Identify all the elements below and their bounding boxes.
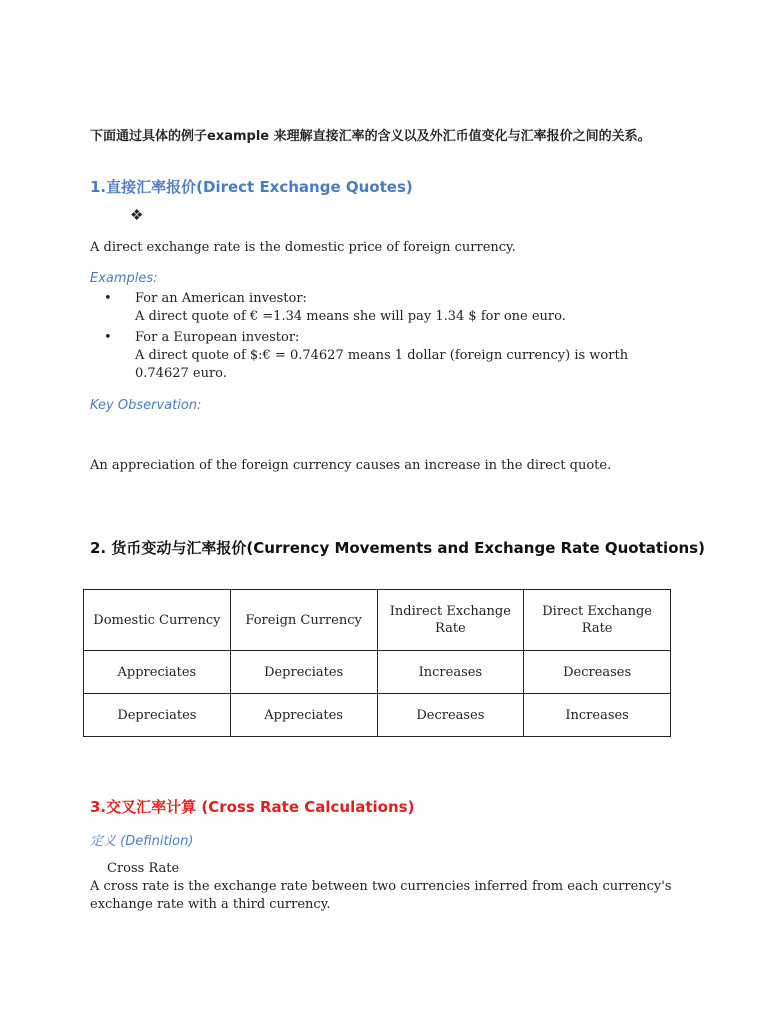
table-cell: Decreases (524, 651, 671, 694)
definition-label: 定义 (Definition) (90, 834, 194, 849)
table-cell: Increases (524, 694, 671, 737)
bullet-icon: • (104, 330, 112, 345)
example-quote-text: A direct quote of € =1.34 means she will pay 1.34 $ for one euro. (135, 309, 566, 324)
intro-paragraph: 下面通过具体的例子example 来理解直接汇率的含义以及外汇币值变化与汇率报价之间的关系。 (90, 129, 651, 144)
table-cell: Decreases (377, 694, 524, 737)
example-investor-label: For a European investor: (135, 330, 300, 345)
example-investor-label: For an American investor: (135, 291, 307, 306)
examples-label: Examples: (90, 271, 158, 286)
list-item (90, 329, 680, 383)
table-header-row (84, 590, 671, 651)
section3-heading: 3.交叉汇率计算 (Cross Rate Calculations) (90, 798, 415, 816)
bullet-icon: • (104, 291, 112, 306)
table-cell: Appreciates (230, 694, 377, 737)
table-cell: Depreciates (230, 651, 377, 694)
table-header-cell: Indirect Exchange Rate (377, 590, 524, 651)
table-cell: Depreciates (84, 694, 231, 737)
cross-rate-definition: A cross rate is the exchange rate between two currencies inferred from each currency's exchange rate with a third currency. (90, 879, 672, 912)
table-cell: Increases (377, 651, 524, 694)
section1-heading: 1.直接汇率报价(Direct Exchange Quotes) (90, 178, 413, 196)
key-observation-text: An appreciation of the foreign currency causes an increase in the direct quote. (90, 458, 612, 473)
table-header-cell: Foreign Currency (230, 590, 377, 651)
section2-heading: 2. 货币变动与汇率报价(Currency Movements and Exchange Rate Quotations) (90, 539, 705, 557)
key-observation-label: Key Observation: (90, 398, 202, 413)
examples-list (90, 290, 680, 386)
table-cell: Appreciates (84, 651, 231, 694)
table-header-cell: Domestic Currency (84, 590, 231, 651)
example-quote-text: A direct quote of $:€ = 0.74627 means 1 dollar (foreign currency) is worth 0.74627 euro. (135, 348, 629, 381)
table-row (84, 651, 671, 694)
cross-rate-term: Cross Rate (107, 861, 180, 876)
list-item (90, 290, 680, 326)
table-row (84, 694, 671, 737)
table-header-cell: Direct Exchange Rate (524, 590, 671, 651)
direct-rate-definition: A direct exchange rate is the domestic price of foreign currency. (90, 240, 516, 255)
currency-movement-table (83, 589, 671, 737)
diamond-bullet-icon: ❖ (130, 206, 144, 224)
